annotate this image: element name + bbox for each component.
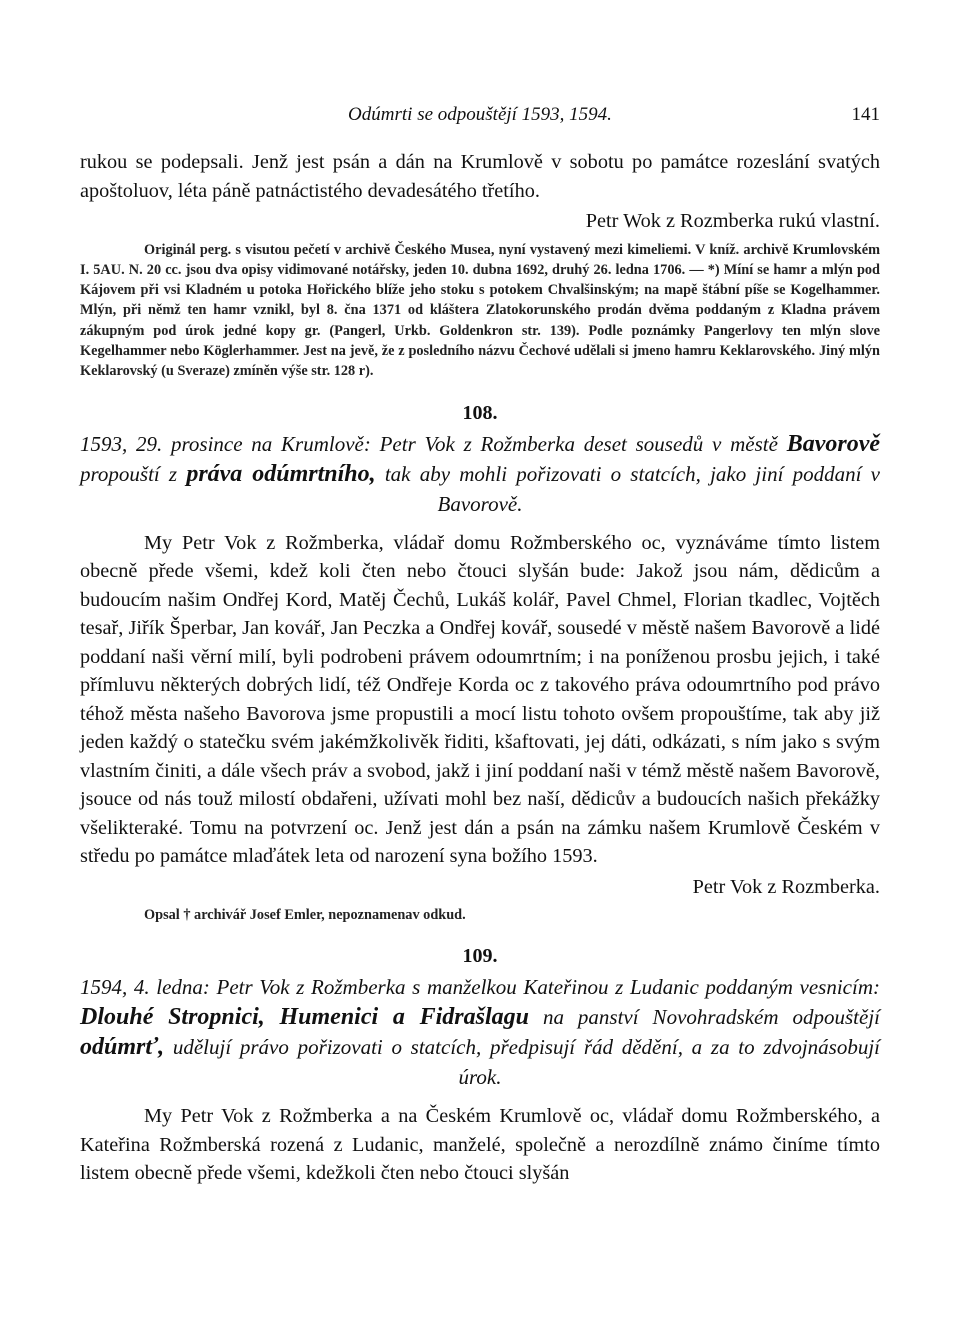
doc109-body: My Petr Vok z Rožmberka a na Českém Krumlově oc, vládař domu Rožmberského, a Kateřina Rožmberská rozená z Ludanic, manželé, společně a nerozdílně známo činíme tímto listem obecně přede všemi, kdežkoli čten nebo čtouci slyšán [80,1105,880,1185]
doc109-number: 109. [462,945,498,968]
doc108-heading-part2: propouští z [80,461,178,486]
doc109-heading [80,972,880,1092]
doc109-heading-part3: udělují právo pořizovati o statcích, předpisují řád dědění, a za to zdvojnásobují úrok. [172,1035,881,1090]
doc109-heading-bold2: odúmrť, [80,1034,165,1061]
doc108-number: 108. [462,401,498,424]
page-content [80,148,880,1188]
doc108-body: My Petr Vok z Rožmberka, vládař domu Rožmberského oc, vyznáváme tímto listem obecně přede všemi, kdež koli čten nebo čtouci slyšán bude: Jakož jsou nám, dědicům a budoucím našim Ondřej Kord, Matěj Čechů, Lukáš kolář, Pavel Chmel, Florian tkadlec, Vojtěch tesař, Jiřík Šperbar, Jan kovář, Jan Peczka a Ondřej kovář, sousedé v městě našem Bavorově a lidé poddaní naši věrní milí, byli podrobeni právem odoumrtním; i na poníženou prosbu jejich, i také přímluvu některých dobrých lidí, též Ondřeje Korda oc z takového práva odoumrtního pod právo téhož města našeho Bavorova jsme propustili a mocí listu tohoto ovšem propouštíme, tak aby již jeden každý o statečku svém jakémžkolivěk řiditi, kšaftovati, jej dáti, odkázati, s ním jako s svým vlastním činiti, a dále všech práv a svobod, jakž i jiní poddaní naši v témž městě našem Bavorově, jsouce od nás touž milostí obdařeni, užívati mohl bez naší, dědicův a budoucích našich překážky všelikteraké. Tomu na potvrzení oc. Jenž jest dán a psán na zámku našem Krumlově Českém v středu po památce mlaďátek leta od narození syna božího 1593. [80,531,880,868]
doc108-heading [80,429,880,519]
doc109-heading-bold1: Dlouhé Stropnici, Humenici a Fidrašlagu [80,1004,529,1031]
doc108-heading-bold2: práva odúmrtního, [186,460,376,487]
doc108-heading-part3: tak aby mohli pořizovati o statcích, jako jiní poddaní v Bavorově. [384,461,880,516]
page-number: 141 [851,104,880,125]
doc107-signature: Petr Wok z Rozmberka rukú vlastní. [585,210,880,232]
doc107-source-note: Originál perg. s visutou pečetí v archivě Českého Musea, nyní vystavený mezi kimeliemi. V kníž. archivě Krumlovském I. 5AU. N. 20 cc. jsou dva opisy vidimované notářsky, jeden 10. dubna 1692, druhý 26. ledna 1706. — *) Míní se hamr a mlýn pod Kájovem při vsi Kladném u potoka Hořického blíže jeho stoku s potokem Chvalšinským; na mapě štábní píše se Kogelhammer. Mlýn, při němž ten hamr vznikl, byl 8. čna 1371 od kláštera Zlatokorunského prodán dvěma poddaným z Kladna právem zákupným pod úrok jedné kopy gr. (Pangerl, Urkb. Goldenkron str. 139). Podle poznámky Pangerlovy ten mlýn slove Kegelhammer nebo Köglerhammer. Jest na jevě, že z posledního názvu Čechové udělali si jmeno hamru Keklarovského. Jiný mlýn Keklarovský (u Sveraze) zmíněn výše str. 128 r). [80,241,880,380]
doc108-heading-part1: 1593, 29. prosince na Krumlově: Petr Vok z Rožmberka deset sousedů v městě [80,431,778,456]
doc109-heading-part2: na panství Novohradském odpouštějí [542,1005,881,1030]
running-title: Odúmrti se odpouštějí 1593, 1594. [348,104,612,125]
doc108-signature: Petr Vok z Rozmberka. [692,875,880,898]
doc107-closing-text: rukou se podepsali. Jenž jest psán a dán na Krumlově v sobotu po památce rozeslání svatých apoštoluov, léta páně patnáctistého devadesátého třetího. [80,151,880,202]
doc108-transcriber-note: Opsal † archivář Josef Emler, nepoznamenav odkud. [144,907,466,924]
doc109-heading-part1: 1594, 4. ledna: Petr Vok z Rožmberka s manželkou Kateřinou z Ludanic poddaným vesnicím: [80,975,880,1000]
doc108-heading-bold1: Bavorově [786,430,880,457]
